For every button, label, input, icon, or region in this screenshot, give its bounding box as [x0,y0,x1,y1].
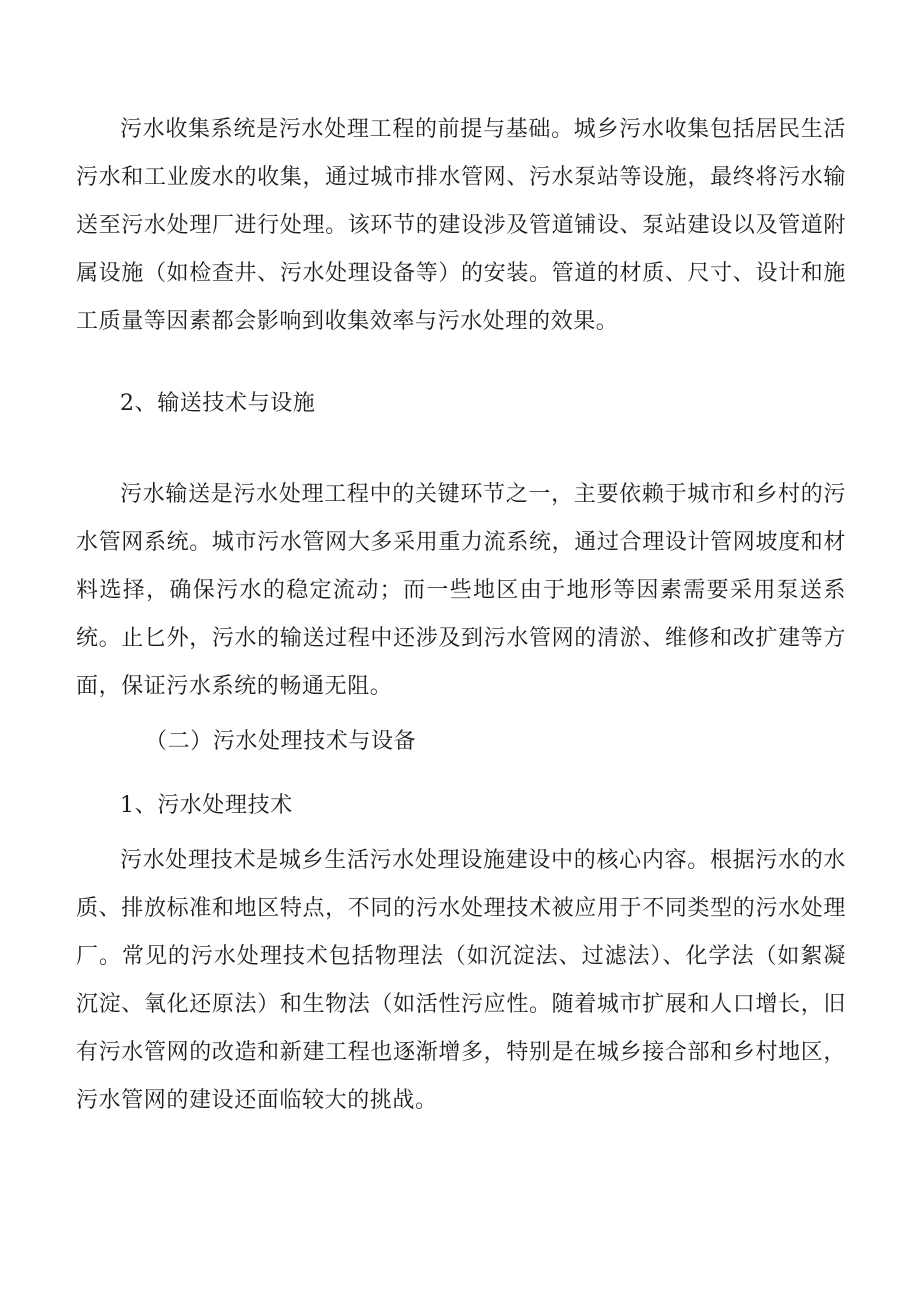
paragraph-sewage-collection: 污水收集系统是污水处理工程的前提与基础。城乡污水收集包括居民生活污水和工业废水的收集，通过城市排水管网、污水泵站等设施，最终将污水输送至污水处理厂进行处理。该环节的建设涉及管道铺设、泵站建设以及管道附属设施（如检查井、污水处理设备等）的安装。管道的材质、尺寸、设计和施工质量等因素都会影响到收集效率与污水处理的效果。 [76,117,846,334]
paragraph-sewage-conveyance: 污水输送是污水处理工程中的关键环节之一，主要依赖于城市和乡村的污水管网系统。城市污水管网大多采用重力流系统，通过合理设计管网坡度和材料选择，确保污水的稳定流动；而一些地区由于地形等因素需要采用泵送系统。止匕外，污水的输送过程中还涉及到污水管网的清淤、维修和改扩建等方面，保证污水系统的畅通无阻。 [76,482,846,699]
heading-conveyance-technology: 2、输送技术与设施 [120,391,316,416]
section-heading-treatment-equipment: （二）污水处理技术与设备 [145,729,417,754]
heading-treatment-technology: 1、污水处理技术 [120,793,293,818]
paragraph-treatment-technology: 污水处理技术是城乡生活污水处理设施建设中的核心内容。根据污水的水质、排放标准和地区特点，不同的污水处理技术被应用于不同类型的污水处理厂。常见的污水处理技术包括物理法（如沉淀法、过滤法）、化学法（如絮凝沉淀、氧化还原法）和生物法（如活性污应性。随着城市扩展和人口增长，旧有污水管网的改造和新建工程也逐渐增多，特别是在城乡接合部和乡村地区，污水管网的建设还面临较大的挑战。 [76,848,846,1113]
